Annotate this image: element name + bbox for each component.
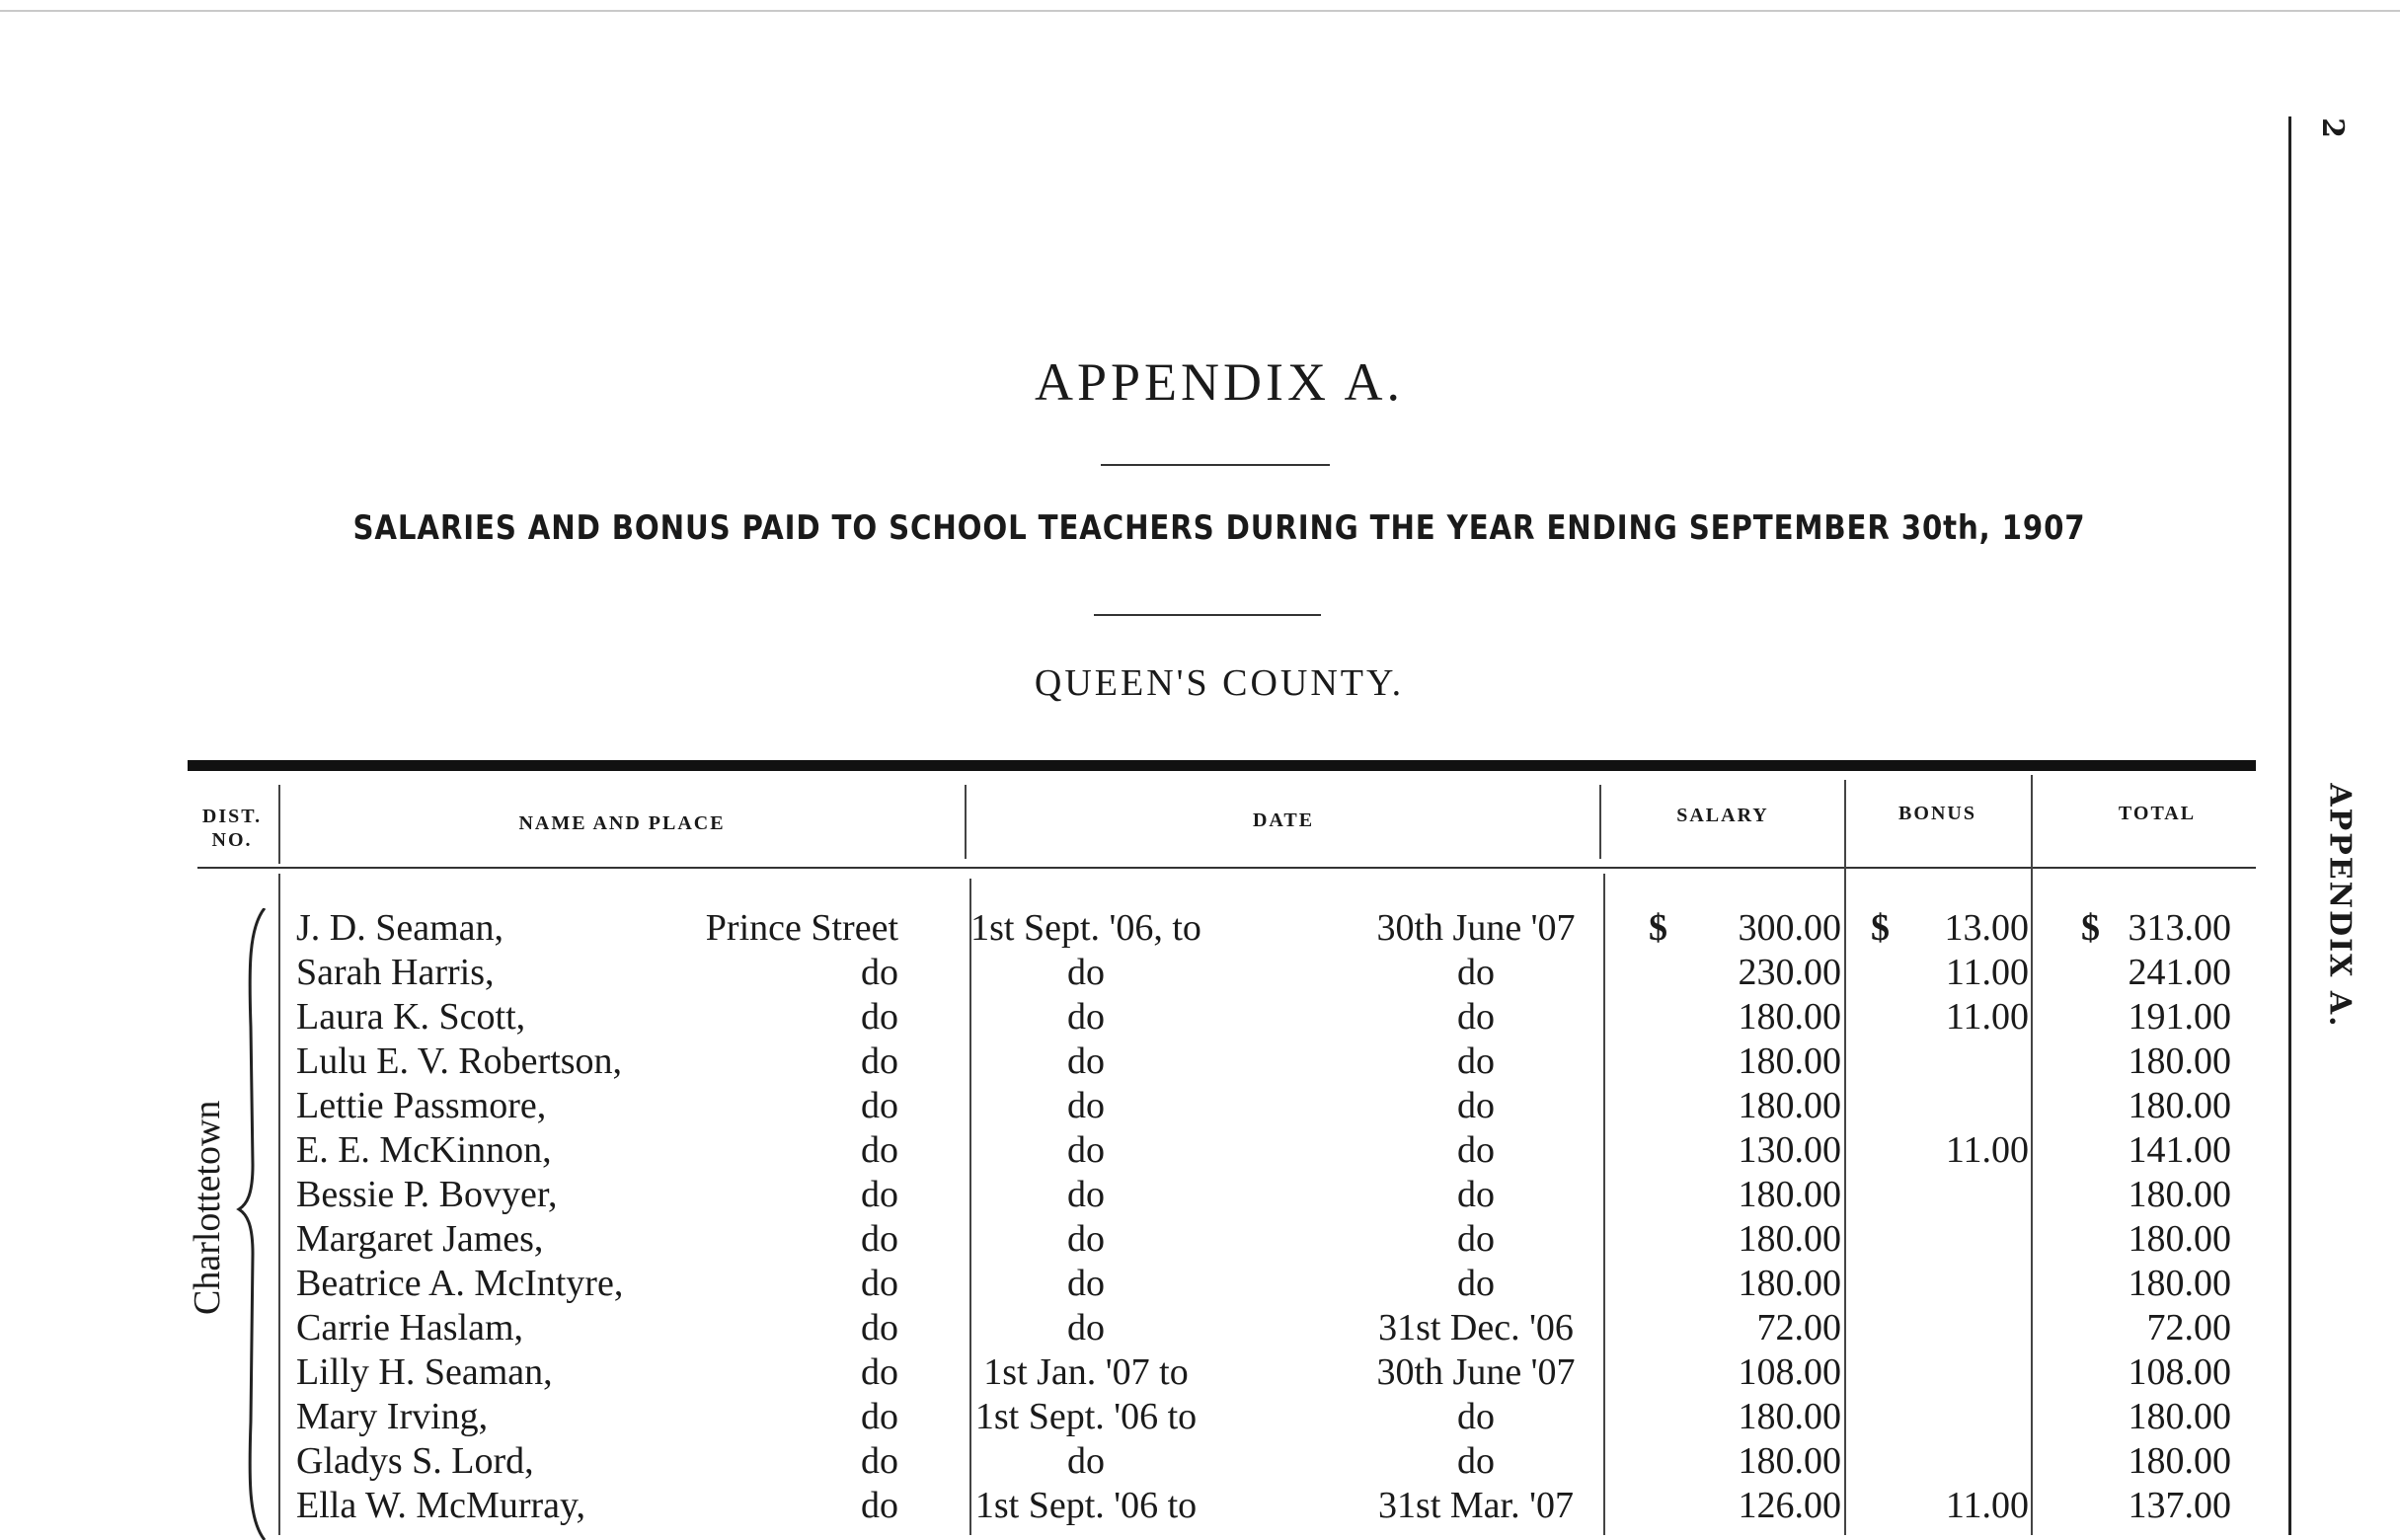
total-value: 180.00 (2128, 1040, 2231, 1082)
header-bonus: BONUS (1898, 803, 1976, 824)
date-from: do (1067, 1085, 1105, 1126)
bonus-value: 11.00 (1945, 952, 2029, 993)
column-rule (965, 785, 967, 859)
header-name-place: NAME AND PLACE (518, 812, 726, 834)
page-number: 2 (2314, 117, 2350, 138)
date-from: do (1067, 1307, 1105, 1348)
teacher-name: Lettie Passmore, (296, 1085, 547, 1126)
table-row (0, 1173, 2400, 1217)
teacher-name: Gladys S. Lord, (296, 1440, 534, 1482)
table-row (0, 1217, 2400, 1262)
total-value: 180.00 (2128, 1218, 2231, 1260)
subtitle-divider (1094, 614, 1321, 616)
salary-value: 180.00 (1738, 996, 1841, 1038)
total-value: 241.00 (2128, 952, 2231, 993)
bonus-value: 11.00 (1945, 1485, 2029, 1526)
date-from: do (1067, 1440, 1105, 1482)
column-rule (1599, 785, 1601, 859)
header-total: TOTAL (2118, 803, 2197, 824)
scan-edge-line (0, 10, 2400, 12)
teacher-name: Beatrice A. McIntyre, (296, 1263, 624, 1304)
salary-value: 230.00 (1738, 952, 1841, 993)
salary-value: 180.00 (1738, 1174, 1841, 1215)
teacher-place: do (861, 1307, 898, 1348)
teacher-place: do (861, 1440, 898, 1482)
title-divider (1101, 464, 1330, 466)
salary-value: 180.00 (1738, 1396, 1841, 1437)
total-value: 72.00 (2146, 1307, 2231, 1348)
salary-value: 180.00 (1738, 1040, 1841, 1082)
date-to: do (1457, 1396, 1495, 1437)
district-label: Charlottetown (187, 1100, 228, 1315)
teacher-place: do (861, 1040, 898, 1082)
teacher-place: do (861, 1351, 898, 1393)
total-value: 141.00 (2128, 1129, 2231, 1171)
date-to: do (1457, 1174, 1495, 1215)
table-row (0, 1128, 2400, 1173)
column-rule (278, 785, 280, 864)
date-to: 30th June '07 (1376, 1351, 1576, 1393)
teacher-place: do (861, 1085, 898, 1126)
salary-value: 108.00 (1738, 1351, 1841, 1393)
date-from: 1st Jan. '07 to (983, 1351, 1189, 1393)
total-value: 180.00 (2128, 1085, 2231, 1126)
salary-value: 300.00 (1738, 907, 1841, 949)
date-to: do (1457, 1040, 1495, 1082)
header-salary: SALARY (1676, 805, 1769, 826)
bonus-value: 11.00 (1945, 996, 2029, 1038)
table-top-rule (188, 760, 2256, 771)
teacher-place: do (861, 1263, 898, 1304)
teacher-name: Lilly H. Seaman, (296, 1351, 553, 1393)
date-to: 31st Mar. '07 (1378, 1485, 1574, 1526)
table-row (0, 1262, 2400, 1306)
total-value: 108.00 (2128, 1351, 2231, 1393)
date-from: 1st Sept. '06 to (974, 1396, 1198, 1437)
teacher-name: J. D. Seaman, (296, 907, 504, 949)
date-to: 30th June '07 (1376, 907, 1576, 949)
salary-value: 180.00 (1738, 1085, 1841, 1126)
total-dollar-sign: $ (2081, 907, 2100, 949)
date-to: do (1457, 952, 1495, 993)
bonus-value: 13.00 (1944, 907, 2029, 949)
page-subtitle: SALARIES AND BONUS PAID TO SCHOOL TEACHERS DURING THE YEAR ENDING SEPTEMBER 30th, 1907 (352, 508, 2086, 548)
total-value: 191.00 (2128, 996, 2231, 1038)
header-date: DATE (1252, 809, 1315, 831)
teacher-place: do (861, 1174, 898, 1215)
teacher-place: Prince Street (705, 907, 898, 949)
teacher-name: Carrie Haslam, (296, 1307, 524, 1348)
table-row (0, 951, 2400, 995)
total-value: 137.00 (2128, 1485, 2231, 1526)
teacher-name: Margaret James, (296, 1218, 544, 1260)
header-dist-line1: DIST. (201, 806, 263, 827)
header-dist-line2: NO. (211, 829, 253, 851)
date-from: 1st Sept. '06, to (970, 907, 1201, 949)
salary-value: 126.00 (1738, 1485, 1841, 1526)
date-from: do (1067, 1129, 1105, 1171)
salary-value: 180.00 (1738, 1218, 1841, 1260)
table-row (0, 906, 2400, 951)
header-bottom-rule (197, 867, 2256, 869)
date-to: 31st Dec. '06 (1378, 1307, 1574, 1348)
teacher-name: Mary Irving, (296, 1396, 489, 1437)
county-heading: QUEEN'S COUNTY. (1034, 662, 1405, 704)
date-from: do (1067, 996, 1105, 1038)
teacher-name: Lulu E. V. Robertson, (296, 1040, 623, 1082)
teacher-place: do (861, 996, 898, 1038)
salary-value: 72.00 (1756, 1307, 1841, 1348)
date-from: 1st Sept. '06 to (974, 1485, 1198, 1526)
date-to: do (1457, 996, 1495, 1038)
table-row (0, 1040, 2400, 1084)
teacher-name: E. E. McKinnon, (296, 1129, 552, 1171)
teacher-name: Laura K. Scott, (296, 996, 526, 1038)
page-title: APPENDIX A. (1034, 352, 1405, 412)
teacher-place: do (861, 952, 898, 993)
total-value: 180.00 (2128, 1440, 2231, 1482)
date-from: do (1067, 952, 1105, 993)
table-row (0, 1084, 2400, 1128)
bonus-dollar-sign: $ (1871, 907, 1890, 949)
teacher-place: do (861, 1396, 898, 1437)
date-to: do (1457, 1085, 1495, 1126)
total-value: 180.00 (2128, 1174, 2231, 1215)
table-row (0, 1484, 2400, 1528)
date-from: do (1067, 1263, 1105, 1304)
date-to: do (1457, 1218, 1495, 1260)
header-dist-no (193, 805, 271, 852)
teacher-place: do (861, 1218, 898, 1260)
total-value: 313.00 (2128, 907, 2231, 949)
table-row (0, 995, 2400, 1040)
date-from: do (1067, 1218, 1105, 1260)
salary-dollar-sign: $ (1649, 907, 1667, 949)
salary-value: 130.00 (1738, 1129, 1841, 1171)
date-to: do (1457, 1263, 1495, 1304)
teacher-name: Ella W. McMurray, (296, 1485, 586, 1526)
date-to: do (1457, 1440, 1495, 1482)
teacher-place: do (861, 1485, 898, 1526)
date-to: do (1457, 1129, 1495, 1171)
table-row (0, 1439, 2400, 1484)
teacher-place: do (861, 1129, 898, 1171)
salary-value: 180.00 (1738, 1440, 1841, 1482)
bonus-value: 11.00 (1945, 1129, 2029, 1171)
salary-value: 180.00 (1738, 1263, 1841, 1304)
teacher-name: Bessie P. Bovyer, (296, 1174, 558, 1215)
table-row (0, 1395, 2400, 1439)
total-value: 180.00 (2128, 1263, 2231, 1304)
date-from: do (1067, 1040, 1105, 1082)
running-side-label: APPENDIX A. (2322, 783, 2358, 1029)
total-value: 180.00 (2128, 1396, 2231, 1437)
table-row (0, 1306, 2400, 1350)
table-row (0, 1350, 2400, 1395)
date-from: do (1067, 1174, 1105, 1215)
teacher-name: Sarah Harris, (296, 952, 495, 993)
